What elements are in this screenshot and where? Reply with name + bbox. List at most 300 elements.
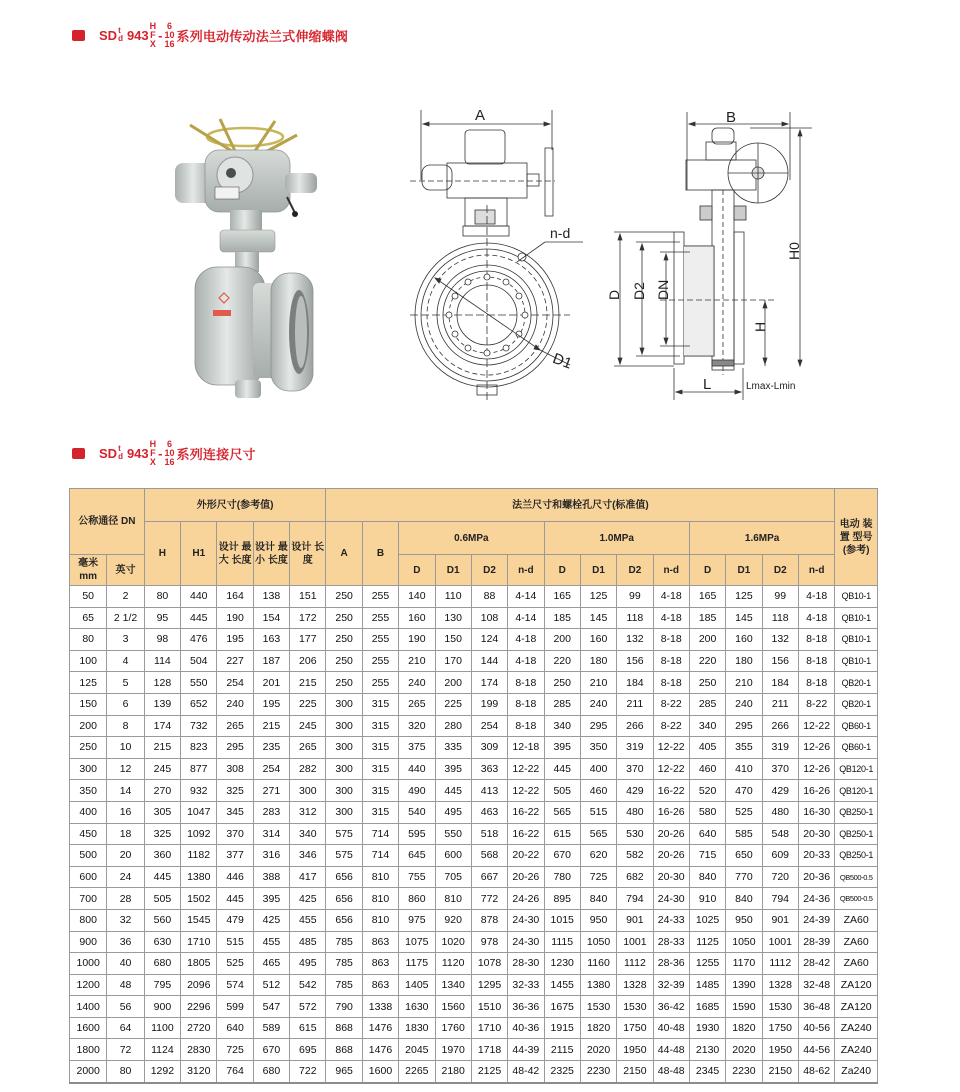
table-cell: 2000: [70, 1061, 107, 1083]
table-cell: 100: [70, 650, 107, 672]
table-cell: 255: [362, 650, 398, 672]
table-cell: 1092: [181, 823, 217, 845]
table-cell: 609: [762, 845, 798, 867]
table-cell: 184: [762, 672, 798, 694]
table-cell: 595: [399, 823, 435, 845]
table-cell: 680: [253, 1061, 289, 1083]
table-cell: 2325: [544, 1061, 580, 1083]
table-cell: 1560: [435, 996, 471, 1018]
table-cell: 1760: [435, 1017, 471, 1039]
header-d1: D1: [435, 555, 471, 586]
table-cell: 300: [290, 780, 326, 802]
table-cell: 36-36: [508, 996, 544, 1018]
table-cell: 4-14: [508, 607, 544, 629]
table-cell: 125: [70, 672, 107, 694]
table-cell: 1800: [70, 1039, 107, 1061]
table-cell: 1820: [726, 1017, 762, 1039]
model-prefix: SD: [99, 27, 118, 43]
header-length: 设计 长度: [290, 522, 326, 586]
table-cell: 370: [217, 823, 253, 845]
table-cell: 705: [435, 866, 471, 888]
header-max-length: 设计 最大 长度: [217, 522, 253, 586]
table-cell: 2: [107, 586, 144, 608]
product-title: [72, 20, 348, 50]
table-cell: 8-22: [798, 693, 834, 715]
table-cell: 28: [107, 888, 144, 910]
table-cell: 265: [290, 737, 326, 759]
table-cell: 300: [326, 801, 362, 823]
table-cell: 525: [726, 801, 762, 823]
table-cell: 370: [617, 758, 653, 780]
table-cell: 650: [726, 845, 762, 867]
table-cell: 1590: [726, 996, 762, 1018]
table-cell: 425: [253, 909, 289, 931]
table-cell: 325: [217, 780, 253, 802]
table-cell: 780: [544, 866, 580, 888]
table-cell: 128: [144, 672, 180, 694]
table-cell: 375: [399, 737, 435, 759]
table-cell: 656: [326, 909, 362, 931]
table-cell: 24-30: [653, 888, 689, 910]
table-cell: 900: [70, 931, 107, 953]
table-cell: 300: [326, 693, 362, 715]
model-supsub: [118, 27, 123, 43]
table-cell: 550: [181, 672, 217, 694]
table-cell: 340: [290, 823, 326, 845]
table-cell: 250: [326, 672, 362, 694]
table-cell: 1050: [726, 931, 762, 953]
table-cell: 255: [362, 629, 398, 651]
table-cell: 14: [107, 780, 144, 802]
table-cell: 900: [144, 996, 180, 1018]
table-cell: 794: [762, 888, 798, 910]
table-cell: 1000: [70, 953, 107, 975]
table-cell: 395: [435, 758, 471, 780]
actuator-model-cell: ZA60: [835, 953, 878, 975]
table-cell: 24: [107, 866, 144, 888]
table-cell: 725: [217, 1039, 253, 1061]
table-cell: 429: [762, 780, 798, 802]
table-cell: 515: [580, 801, 616, 823]
table-cell: 20-22: [508, 845, 544, 867]
table-cell: 138: [253, 586, 289, 608]
table-cell: 714: [362, 823, 398, 845]
table-cell: 1485: [689, 974, 725, 996]
table-cell: 185: [689, 607, 725, 629]
connection-dimensions-table: [69, 488, 878, 1084]
table-cell: 2150: [762, 1061, 798, 1083]
table-cell: 172: [290, 607, 326, 629]
actuator-model-cell: QB250-1: [835, 801, 878, 823]
table-cell: 656: [326, 888, 362, 910]
header-d: D: [544, 555, 580, 586]
table-row: [70, 974, 878, 996]
table-cell: 12-22: [798, 715, 834, 737]
table-cell: 125: [580, 586, 616, 608]
table-cell: 114: [144, 650, 180, 672]
table-cell: 600: [435, 845, 471, 867]
table-cell: 24-39: [798, 909, 834, 931]
seal-option: H: [149, 438, 157, 449]
table-cell: 785: [326, 953, 362, 975]
table-cell: 795: [144, 974, 180, 996]
table-cell: 250: [70, 737, 107, 759]
table-cell: 2045: [399, 1039, 435, 1061]
table-row: [70, 845, 878, 867]
header-a: A: [326, 522, 362, 586]
seal-option: X: [149, 38, 156, 49]
table-cell: 8-18: [653, 672, 689, 694]
table-cell: 8-18: [653, 629, 689, 651]
table-cell: 20-26: [508, 866, 544, 888]
header-d2: D2: [471, 555, 507, 586]
table-cell: 4: [107, 650, 144, 672]
model-supsub: [118, 445, 123, 461]
table-cell: 2345: [689, 1061, 725, 1083]
table-cell: 350: [580, 737, 616, 759]
table-cell: 575: [326, 823, 362, 845]
table-row: [70, 1017, 878, 1039]
table-cell: 177: [290, 629, 326, 651]
table-cell: 1405: [399, 974, 435, 996]
table-row: [70, 780, 878, 802]
table-cell: 24-26: [508, 888, 544, 910]
table-cell: 572: [290, 996, 326, 1018]
header-inch: 英寸: [107, 555, 144, 586]
table-cell: 363: [471, 758, 507, 780]
table-row: [70, 672, 878, 694]
table-cell: 1125: [689, 931, 725, 953]
table-cell: 16-22: [508, 823, 544, 845]
table-cell: 319: [762, 737, 798, 759]
table-row: [70, 758, 878, 780]
table-cell: 405: [689, 737, 725, 759]
table-cell: 180: [580, 650, 616, 672]
table-cell: 755: [399, 866, 435, 888]
table-cell: 901: [762, 909, 798, 931]
table-row: [70, 650, 878, 672]
table-cell: 170: [435, 650, 471, 672]
table-cell: 160: [399, 607, 435, 629]
table-cell: 345: [217, 801, 253, 823]
table-cell: 565: [544, 801, 580, 823]
table-cell: 445: [144, 866, 180, 888]
table-cell: 130: [435, 607, 471, 629]
table-cell: 1930: [689, 1017, 725, 1039]
table-cell: 682: [617, 866, 653, 888]
header-mm: 毫米 mm: [70, 555, 107, 586]
table-cell: 250: [326, 650, 362, 672]
table-cell: 455: [253, 931, 289, 953]
table-cell: 770: [726, 866, 762, 888]
table-cell: 645: [399, 845, 435, 867]
table-cell: 250: [326, 629, 362, 651]
table-cell: 174: [144, 715, 180, 737]
table-title: [72, 438, 256, 468]
table-cell: 16-30: [798, 801, 834, 823]
seal-option: F: [150, 447, 156, 458]
table-cell: 575: [326, 845, 362, 867]
table-cell: 165: [689, 586, 725, 608]
table-cell: 8-18: [508, 715, 544, 737]
table-cell: 8-22: [653, 715, 689, 737]
table-cell: 20-26: [653, 845, 689, 867]
table-cell: 823: [181, 737, 217, 759]
table-cell: 211: [762, 693, 798, 715]
table-cell: 3: [107, 629, 144, 651]
table-cell: 28-33: [653, 931, 689, 953]
table-cell: 225: [435, 693, 471, 715]
actuator-model-cell: QB10-1: [835, 650, 878, 672]
table-row: [70, 953, 878, 975]
model-number: 943: [126, 27, 149, 43]
actuator-model-cell: QB500-0.5: [835, 866, 878, 888]
model-dash: -: [158, 445, 163, 461]
table-cell: 300: [326, 780, 362, 802]
table-cell: 505: [544, 780, 580, 802]
table-cell: 1100: [144, 1017, 180, 1039]
table-cell: 24-30: [508, 931, 544, 953]
table-cell: 1001: [617, 931, 653, 953]
table-cell: 340: [544, 715, 580, 737]
table-cell: 377: [217, 845, 253, 867]
table-cell: 145: [580, 607, 616, 629]
table-cell: 868: [326, 1017, 362, 1039]
table-cell: 184: [617, 672, 653, 694]
table-cell: 640: [217, 1017, 253, 1039]
table-cell: 80: [107, 1061, 144, 1083]
table-cell: 1915: [544, 1017, 580, 1039]
table-cell: 446: [217, 866, 253, 888]
table-cell: 280: [435, 715, 471, 737]
table-cell: 312: [290, 801, 326, 823]
table-cell: 1200: [70, 974, 107, 996]
table-cell: 485: [290, 931, 326, 953]
table-cell: 40-48: [653, 1017, 689, 1039]
table-cell: 680: [144, 953, 180, 975]
table-cell: 250: [689, 672, 725, 694]
table-cell: 2180: [435, 1061, 471, 1083]
table-cell: 315: [362, 715, 398, 737]
model-sub: d: [118, 452, 123, 461]
table-cell: 1230: [544, 953, 580, 975]
table-cell: 18: [107, 823, 144, 845]
table-row: [70, 1039, 878, 1061]
seal-option: F: [150, 29, 156, 40]
table-cell: 1025: [689, 909, 725, 931]
table-cell: 395: [544, 737, 580, 759]
table-row: [70, 931, 878, 953]
table-cell: 20-36: [798, 866, 834, 888]
table-cell: 1292: [144, 1061, 180, 1083]
table-cell: 2020: [726, 1039, 762, 1061]
table-cell: 16: [107, 801, 144, 823]
header-b: B: [362, 522, 398, 586]
table-cell: 495: [290, 953, 326, 975]
table-cell: 580: [689, 801, 725, 823]
table-cell: 255: [362, 586, 398, 608]
table-cell: 520: [689, 780, 725, 802]
table-cell: 160: [726, 629, 762, 651]
pressure-options: [165, 440, 175, 467]
table-cell: 16-26: [798, 780, 834, 802]
table-cell: 199: [471, 693, 507, 715]
table-cell: 722: [290, 1061, 326, 1083]
table-cell: 1078: [471, 953, 507, 975]
table-cell: 1710: [471, 1017, 507, 1039]
header-h1: H1: [181, 522, 217, 586]
table-cell: 932: [181, 780, 217, 802]
table-cell: 582: [617, 845, 653, 867]
table-cell: 2020: [580, 1039, 616, 1061]
table-cell: 772: [471, 888, 507, 910]
table-cell: 1718: [471, 1039, 507, 1061]
table-cell: 620: [580, 845, 616, 867]
table-cell: 190: [217, 607, 253, 629]
table-cell: 2130: [689, 1039, 725, 1061]
table-cell: 24-30: [508, 909, 544, 931]
table-cell: 540: [399, 801, 435, 823]
table-cell: 895: [544, 888, 580, 910]
actuator-model-cell: QB500-0.5: [835, 888, 878, 910]
table-cell: 255: [362, 607, 398, 629]
table-cell: 4-18: [798, 586, 834, 608]
table-cell: 165: [544, 586, 580, 608]
table-cell: 6: [107, 693, 144, 715]
label-n-d: n-d: [550, 225, 571, 241]
table-cell: 48: [107, 974, 144, 996]
seal-option: X: [149, 456, 156, 467]
table-cell: 2115: [544, 1039, 580, 1061]
table-cell: 36-42: [653, 996, 689, 1018]
table-cell: 8: [107, 715, 144, 737]
actuator-model-cell: QB20-1: [835, 693, 878, 715]
table-cell: 670: [544, 845, 580, 867]
table-cell: 1124: [144, 1039, 180, 1061]
table-cell: 309: [471, 737, 507, 759]
table-cell: 920: [435, 909, 471, 931]
table-cell: 150: [435, 629, 471, 651]
valve-product-photo: [175, 115, 325, 400]
table-cell: 266: [762, 715, 798, 737]
table-cell: 200: [435, 672, 471, 694]
table-cell: 1050: [580, 931, 616, 953]
table-cell: 140: [399, 586, 435, 608]
front-view-drawing: [405, 100, 600, 410]
table-cell: 118: [762, 607, 798, 629]
header-0-6mpa: 0.6MPa: [399, 522, 544, 555]
table-cell: 250: [544, 672, 580, 694]
table-cell: 110: [435, 586, 471, 608]
table-cell: 32-48: [798, 974, 834, 996]
table-row: [70, 909, 878, 931]
table-cell: 1170: [726, 953, 762, 975]
table-cell: 32-33: [508, 974, 544, 996]
model-number: 943: [126, 445, 149, 461]
table-cell: 28-42: [798, 953, 834, 975]
table-cell: 8-22: [653, 693, 689, 715]
table-cell: 2096: [181, 974, 217, 996]
table-cell: 210: [580, 672, 616, 694]
table-cell: 250: [326, 586, 362, 608]
table-cell: 40: [107, 953, 144, 975]
header-dn: 公称通径 DN: [70, 489, 145, 555]
table-cell: 210: [726, 672, 762, 694]
table-cell: 860: [399, 888, 435, 910]
table-cell: 4-18: [508, 629, 544, 651]
table-cell: 725: [580, 866, 616, 888]
table-cell: 235: [253, 737, 289, 759]
table-cell: 1530: [580, 996, 616, 1018]
table-cell: 8-18: [508, 693, 544, 715]
table-cell: 810: [362, 909, 398, 931]
label-h: H: [752, 321, 768, 332]
table-cell: 335: [435, 737, 471, 759]
table-cell: 215: [290, 672, 326, 694]
table-cell: 144: [471, 650, 507, 672]
table-cell: 3120: [181, 1061, 217, 1083]
table-cell: 20-30: [653, 866, 689, 888]
table-cell: 463: [471, 801, 507, 823]
table-cell: 1510: [471, 996, 507, 1018]
table-cell: 285: [689, 693, 725, 715]
table-cell: 1112: [762, 953, 798, 975]
table-cell: 295: [217, 737, 253, 759]
table-row: [70, 888, 878, 910]
table-cell: 732: [181, 715, 217, 737]
actuator-model-cell: ZA60: [835, 909, 878, 931]
table-cell: 64: [107, 1017, 144, 1039]
actuator-model-cell: QB60-1: [835, 737, 878, 759]
table-cell: 156: [762, 650, 798, 672]
table-cell: 16-26: [653, 801, 689, 823]
table-cell: 5: [107, 672, 144, 694]
table-cell: 215: [144, 737, 180, 759]
table-cell: 201: [253, 672, 289, 694]
table-cell: 8-18: [798, 650, 834, 672]
actuator-model-cell: QB250-1: [835, 823, 878, 845]
table-cell: 400: [580, 758, 616, 780]
table-cell: 640: [689, 823, 725, 845]
table-cell: 24-36: [798, 888, 834, 910]
table-cell: 44-39: [508, 1039, 544, 1061]
table-cell: 518: [471, 823, 507, 845]
table-cell: 124: [471, 629, 507, 651]
table-cell: 1830: [399, 1017, 435, 1039]
table-cell: 315: [362, 780, 398, 802]
table-cell: 1047: [181, 801, 217, 823]
table-cell: 50: [70, 586, 107, 608]
table-cell: 495: [435, 801, 471, 823]
table-row: [70, 996, 878, 1018]
table-cell: 4-18: [653, 586, 689, 608]
table-cell: 266: [617, 715, 653, 737]
label-lmax-lmin: Lmax-Lmin: [746, 381, 796, 392]
table-cell: 2296: [181, 996, 217, 1018]
table-cell: 810: [435, 888, 471, 910]
model-code: [99, 440, 256, 467]
table-cell: 479: [217, 909, 253, 931]
table-cell: 240: [217, 693, 253, 715]
table-cell: 108: [471, 607, 507, 629]
table-cell: 1600: [362, 1061, 398, 1083]
table-cell: 44-56: [798, 1039, 834, 1061]
table-cell: 1675: [544, 996, 580, 1018]
table-cell: 300: [326, 758, 362, 780]
table-cell: 585: [726, 823, 762, 845]
table-cell: 4-18: [653, 607, 689, 629]
table-cell: 254: [471, 715, 507, 737]
